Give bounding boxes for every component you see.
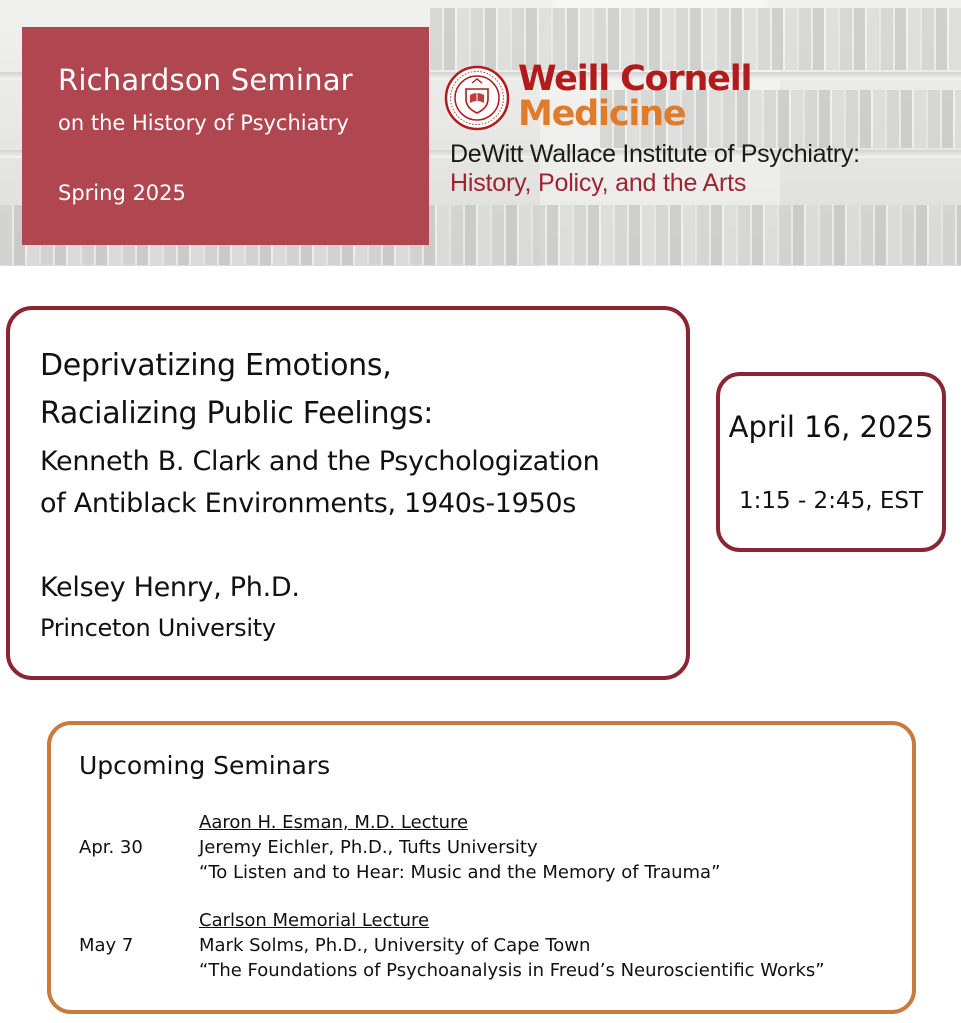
speaker-name: Kelsey Henry, Ph.D. (40, 572, 300, 603)
talk-details-box (6, 306, 690, 680)
seminar-date: May 7 (79, 935, 134, 956)
talk-time: 1:15 - 2:45, EST (738, 488, 924, 514)
series-term: Spring 2025 (58, 181, 186, 205)
upcoming-seminars-box (47, 721, 916, 1014)
talk-date-box (716, 372, 946, 552)
series-subtitle: on the History of Psychiatry (58, 111, 349, 135)
series-title: Richardson Seminar (58, 63, 353, 97)
seminar-speaker: Jeremy Eichler, Ph.D., Tufts University (199, 837, 538, 858)
talk-date: April 16, 2025 (728, 410, 934, 444)
talk-subtitle-line: Kenneth B. Clark and the Psychologization (40, 446, 600, 477)
header-banner (0, 0, 961, 266)
talk-subtitle-line: of Antiblack Environments, 1940s-1950s (40, 488, 577, 519)
logo-medicine: Medicine (518, 94, 686, 134)
seminar-title: “The Foundations of Psychoanalysis in Freud’s Neuroscientific Works” (199, 960, 825, 981)
cornell-medical-college-seal-icon (444, 65, 510, 131)
seminar-date: Apr. 30 (79, 837, 143, 858)
upcoming-heading: Upcoming Seminars (79, 751, 331, 780)
logo-weill-cornell: Weill Cornell (518, 59, 752, 99)
seminar-lecture-name: Aaron H. Esman, M.D. Lecture (199, 812, 469, 833)
institute-subtitle: History, Policy, and the Arts (450, 169, 747, 197)
seminar-lecture-name: Carlson Memorial Lecture (199, 910, 430, 931)
seminar-title-panel (22, 27, 429, 245)
talk-title-line: Racializing Public Feelings: (40, 396, 434, 431)
talk-title-line: Deprivatizing Emotions, (40, 348, 392, 383)
institute-name: DeWitt Wallace Institute of Psychiatry: (450, 140, 860, 168)
seminar-title: “To Listen and to Hear: Music and the Memory of Trauma” (199, 862, 721, 883)
seminar-speaker: Mark Solms, Ph.D., University of Cape Town (199, 935, 591, 956)
speaker-affiliation: Princeton University (40, 614, 276, 642)
